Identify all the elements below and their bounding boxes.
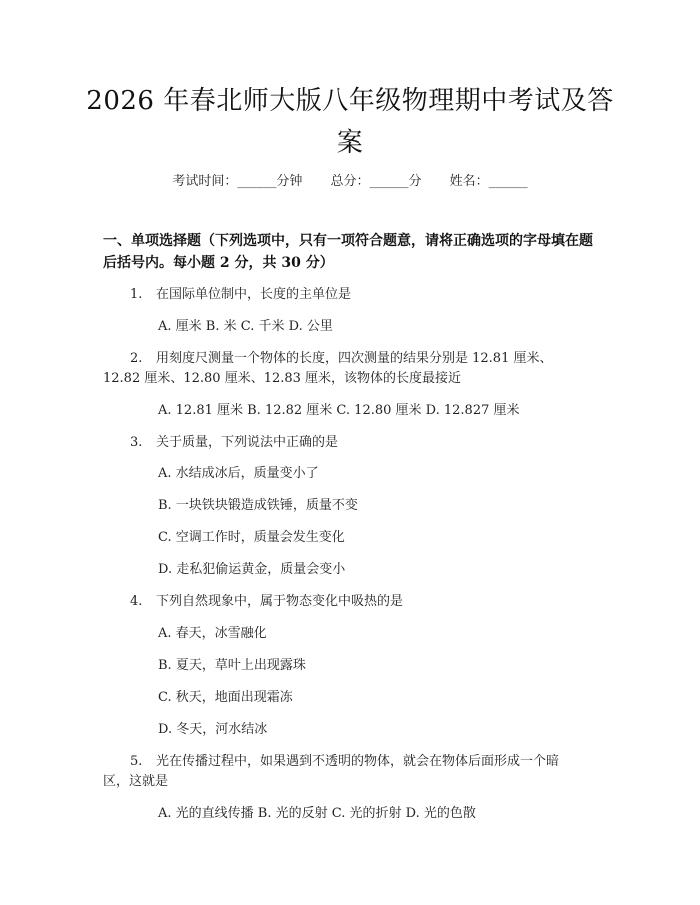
- question-2-options: A. 12.81 厘米 B. 12.82 厘米 C. 12.80 厘米 D. 12.827 厘米: [158, 403, 520, 418]
- question-4: [130, 590, 403, 609]
- question-3-option-a: A. 水结成冰后，质量变小了: [158, 466, 319, 481]
- student-name: 姓名：______: [449, 174, 528, 189]
- question-2-stem-continued: 12.82 厘米、12.80 厘米、12.83 厘米，该物体的长度最接近: [103, 371, 462, 386]
- page-title: 2026 年春北师大版八年级物理期中考试及答: [86, 86, 614, 116]
- question-number: 3.: [130, 435, 143, 450]
- question-3-option-c: C. 空调工作时，质量会发生变化: [158, 530, 345, 545]
- exam-time: 考试时间：______分钟: [172, 174, 303, 189]
- question-stem: 在国际单位制中，长度的主单位是: [156, 287, 352, 302]
- question-stem: 关于质量，下列说法中正确的是: [156, 435, 339, 450]
- question-stem: 下列自然现象中，属于物态变化中吸热的是: [156, 594, 404, 609]
- section-heading-continued: 后括号内。每小题 2 分，共 30 分）: [103, 255, 334, 271]
- question-number: 4.: [130, 594, 143, 609]
- question-1: [130, 283, 351, 302]
- question-4-option-a: A. 春天，冰雪融化: [158, 626, 267, 641]
- question-5: [130, 750, 559, 769]
- question-3-option-d: D. 走私犯偷运黄金，质量会变小: [158, 562, 346, 577]
- question-4-option-b: B. 夏天，草叶上出现露珠: [158, 658, 306, 673]
- question-3: [130, 431, 338, 450]
- question-number: 5.: [130, 754, 143, 769]
- question-number: 1.: [130, 287, 143, 302]
- question-5-options: A. 光的直线传播 B. 光的反射 C. 光的折射 D. 光的色散: [158, 806, 476, 821]
- question-stem: 用刻度尺测量一个物体的长度，四次测量的结果分别是 12.81 厘米、: [156, 351, 553, 366]
- question-5-stem-continued: 区，这就是: [103, 774, 169, 789]
- question-2: [130, 347, 552, 366]
- question-3-option-b: B. 一块铁块锻造成铁锤，质量不变: [158, 498, 358, 513]
- exam-total-score: 总分：______分: [330, 174, 422, 189]
- question-1-options: A. 厘米 B. 米 C. 千米 D. 公里: [158, 319, 333, 334]
- section-heading: 一、单项选择题（下列选项中，只有一项符合题意，请将正确选项的字母填在题: [103, 233, 593, 249]
- question-number: 2.: [130, 351, 143, 366]
- question-4-option-d: D. 冬天，河水结冰: [158, 722, 268, 737]
- question-4-option-c: C. 秋天，地面出现霜冻: [158, 690, 293, 705]
- question-stem: 光在传播过程中，如果遇到不透明的物体，就会在物体后面形成一个暗: [156, 754, 560, 769]
- exam-meta: [0, 170, 700, 189]
- page-title-continued: 案: [336, 128, 364, 158]
